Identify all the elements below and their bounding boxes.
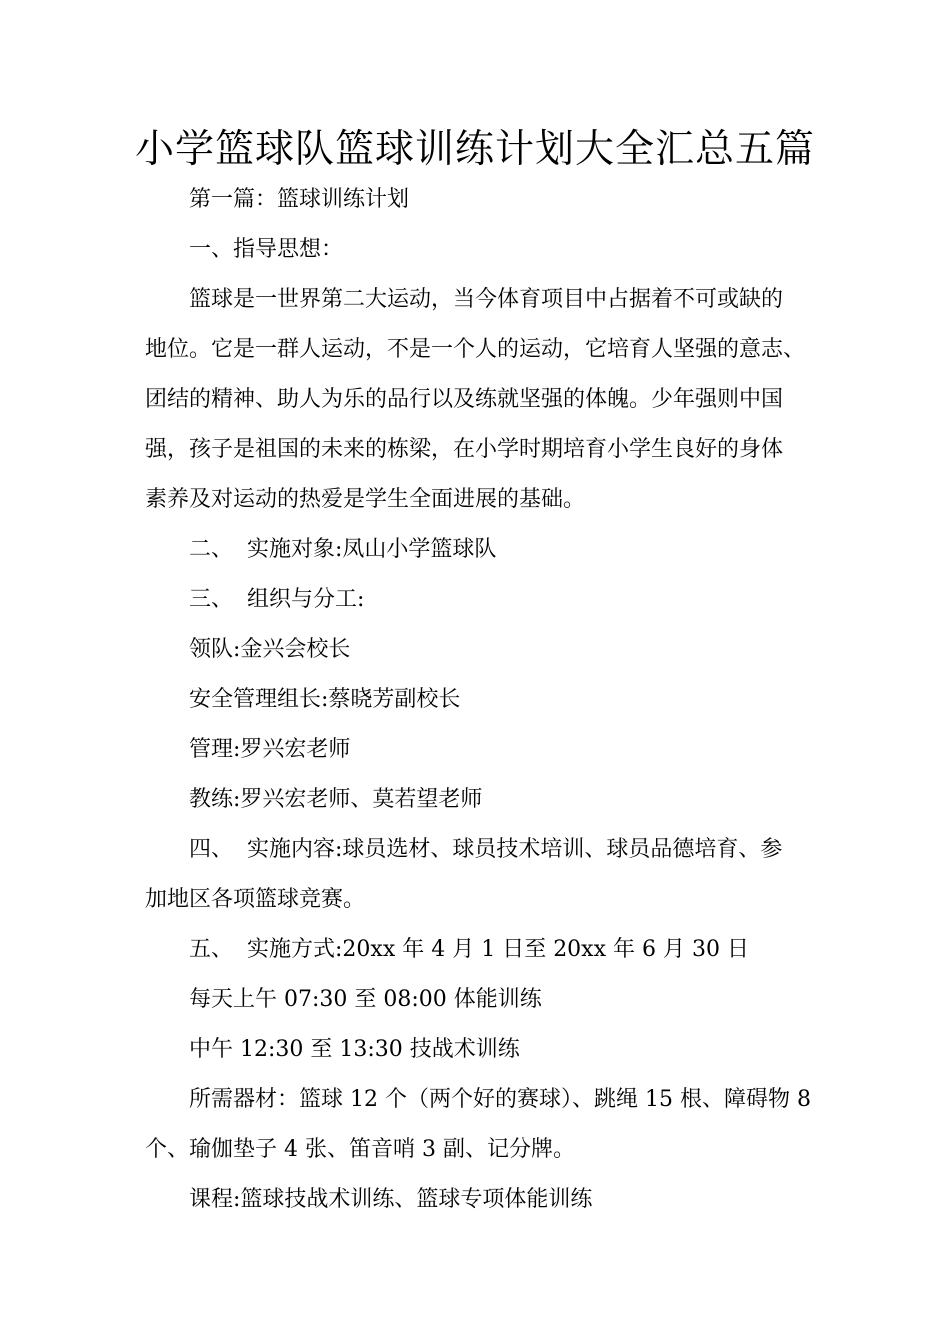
target-number: 二、 [189,537,234,562]
document-title: 小学篮球队篮球训练计划大全汇总五篇 [134,127,815,172]
guide-line-3: 团结的精神、助人为乐的品行以及练就坚强的体魄。少年强则中国 [145,387,784,412]
organization-number: 三、 [189,587,234,612]
guide-heading: 一、指导思想： [189,237,344,262]
method-text: 实施方式:20xx 年 4 月 1 日至 20xx 年 6 月 30 日 [247,937,749,962]
content-line-2: 加地区各项篮球竞赛。 [145,887,366,912]
content-line-1 [145,825,811,875]
content-text: 实施内容:球员选材、球员技术培训、球员品德培育、参 [247,837,783,862]
method-number: 五、 [189,937,234,962]
equipment-line-1: 所需器材：篮球 12 个（两个好的赛球）、跳绳 15 根、障碍物 8 [189,1087,811,1112]
morning-schedule: 每天上午 07:30 至 08:00 体能训练 [189,987,542,1012]
equipment-line-2: 个、瑜伽垫子 4 张、笛音哨 3 副、记分牌。 [145,1137,575,1162]
guide-line-1: 篮球是一世界第二大运动，当今体育项目中占据着不可或缺的 [189,287,784,312]
guide-line-4: 强，孩子是祖国的未来的栋梁，在小学时期培育小学生良好的身体 [145,437,784,462]
course-line: 课程:篮球技战术训练、篮球专项体能训练 [189,1187,593,1212]
leader-line: 领队:金兴会校长 [189,637,351,662]
content-number: 四、 [189,837,234,862]
coach-line: 教练:罗兴宏老师、莫若望老师 [189,787,483,812]
target-paragraph [145,525,811,575]
noon-schedule: 中午 12:30 至 13:30 技战术训练 [189,1037,520,1062]
section-heading: 第一篇：篮球训练计划 [189,187,410,212]
document-body [145,175,811,1225]
target-text: 实施对象:凤山小学篮球队 [247,537,497,562]
method-paragraph [145,925,811,975]
guide-line-2: 地位。它是一群人运动，不是一个人的运动，它培育人坚强的意志、 [145,337,806,362]
organization-paragraph [145,575,811,625]
guide-line-5: 素养及对运动的热爱是学生全面进展的基础。 [145,487,586,512]
manager-line: 管理:罗兴宏老师 [189,737,351,762]
safety-line: 安全管理组长:蔡晓芳副校长 [189,687,461,712]
organization-text: 组织与分工: [247,587,365,612]
